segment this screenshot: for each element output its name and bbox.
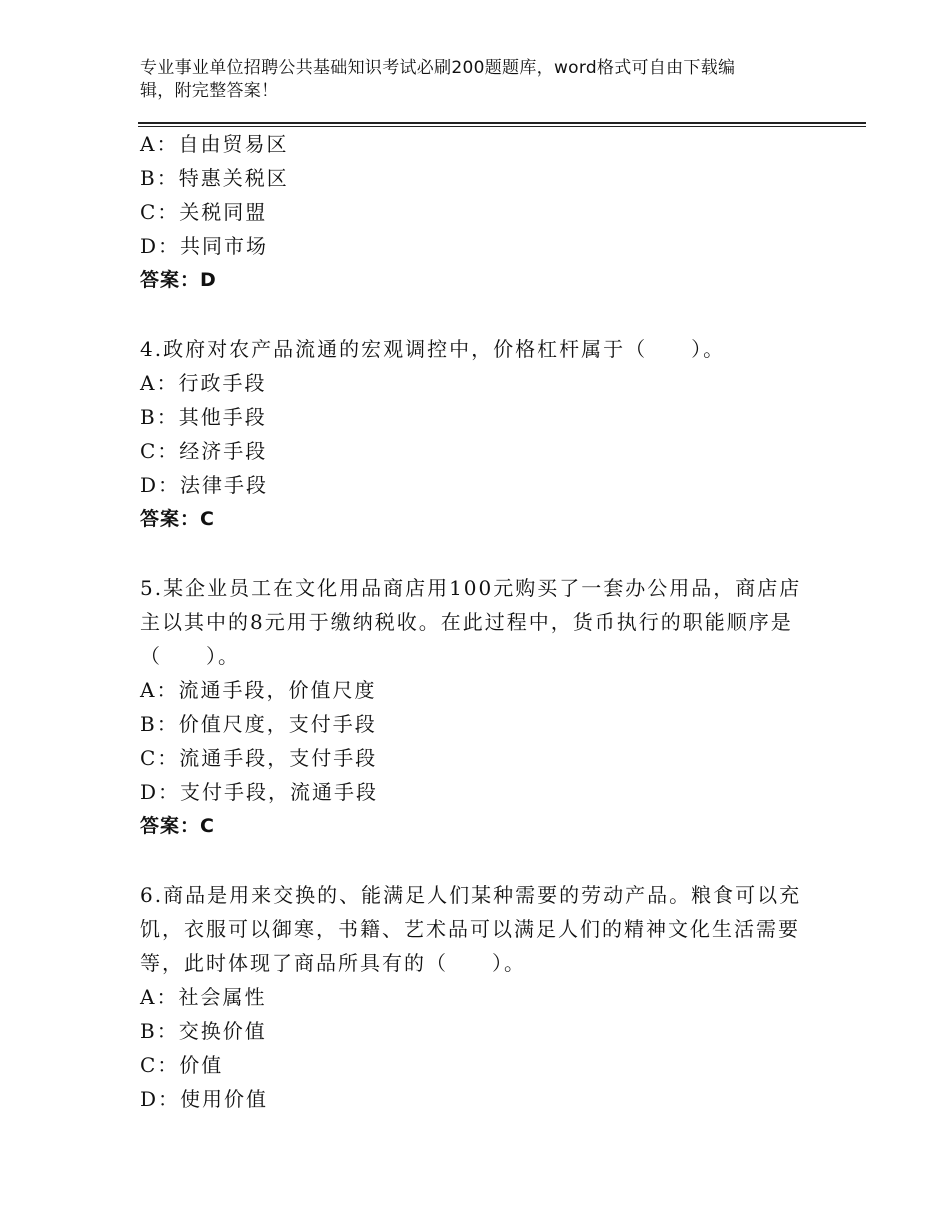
question-6	[140, 878, 800, 1116]
spacer	[140, 536, 800, 571]
spacer	[140, 843, 800, 878]
option-c: C：经济手段	[140, 439, 268, 463]
option-d: D：支付手段，流通手段	[140, 780, 379, 804]
answer: 答案：C	[140, 508, 215, 530]
option-a: A：行政手段	[140, 371, 267, 395]
option-d: D：法律手段	[140, 473, 269, 497]
header-divider-thick	[138, 122, 866, 124]
option-b: B：特惠关税区	[140, 166, 289, 190]
question-stem-line-3: （ ）。	[140, 644, 240, 668]
option-a: A：自由贸易区	[140, 132, 289, 156]
question-list	[140, 127, 800, 1116]
answer: 答案：D	[140, 269, 217, 291]
option-b: B：价值尺度，支付手段	[140, 712, 377, 736]
option-d: D：共同市场	[140, 234, 269, 258]
question-stem-line-2: 饥，衣服可以御寒，书籍、艺术品可以满足人们的精神文化生活需要	[140, 917, 800, 941]
option-a: A：社会属性	[140, 985, 267, 1009]
spacer	[140, 297, 800, 332]
header-line-1: 专业事业单位招聘公共基础知识考试必刷200题题库，word格式可自由下载编	[140, 58, 736, 78]
header-line-2: 辑，附完整答案！	[140, 81, 279, 101]
question-stem-line-3: 等，此时体现了商品所具有的（ ）。	[140, 951, 526, 975]
option-d: D：使用价值	[140, 1087, 269, 1111]
option-a: A：流通手段，价值尺度	[140, 678, 377, 702]
question-stem-line-1: 5.某企业员工在文化用品商店用100元购买了一套办公用品，商店店	[140, 576, 802, 600]
question-stem: 4.政府对农产品流通的宏观调控中，价格杠杆属于（ ）。	[140, 337, 726, 361]
document-header	[140, 57, 800, 103]
option-b: B：其他手段	[140, 405, 267, 429]
question-5	[140, 571, 800, 843]
option-c: C：流通手段，支付手段	[140, 746, 378, 770]
answer: 答案：C	[140, 815, 215, 837]
option-c: C：关税同盟	[140, 200, 268, 224]
question-4	[140, 332, 800, 536]
question-3	[140, 127, 800, 297]
question-stem-line-1: 6.商品是用来交换的、能满足人们某种需要的劳动产品。粮食可以充	[140, 883, 802, 907]
option-b: B：交换价值	[140, 1019, 267, 1043]
option-c: C：价值	[140, 1053, 224, 1077]
question-stem-line-2: 主以其中的8元用于缴纳税收。在此过程中，货币执行的职能顺序是	[140, 610, 793, 634]
